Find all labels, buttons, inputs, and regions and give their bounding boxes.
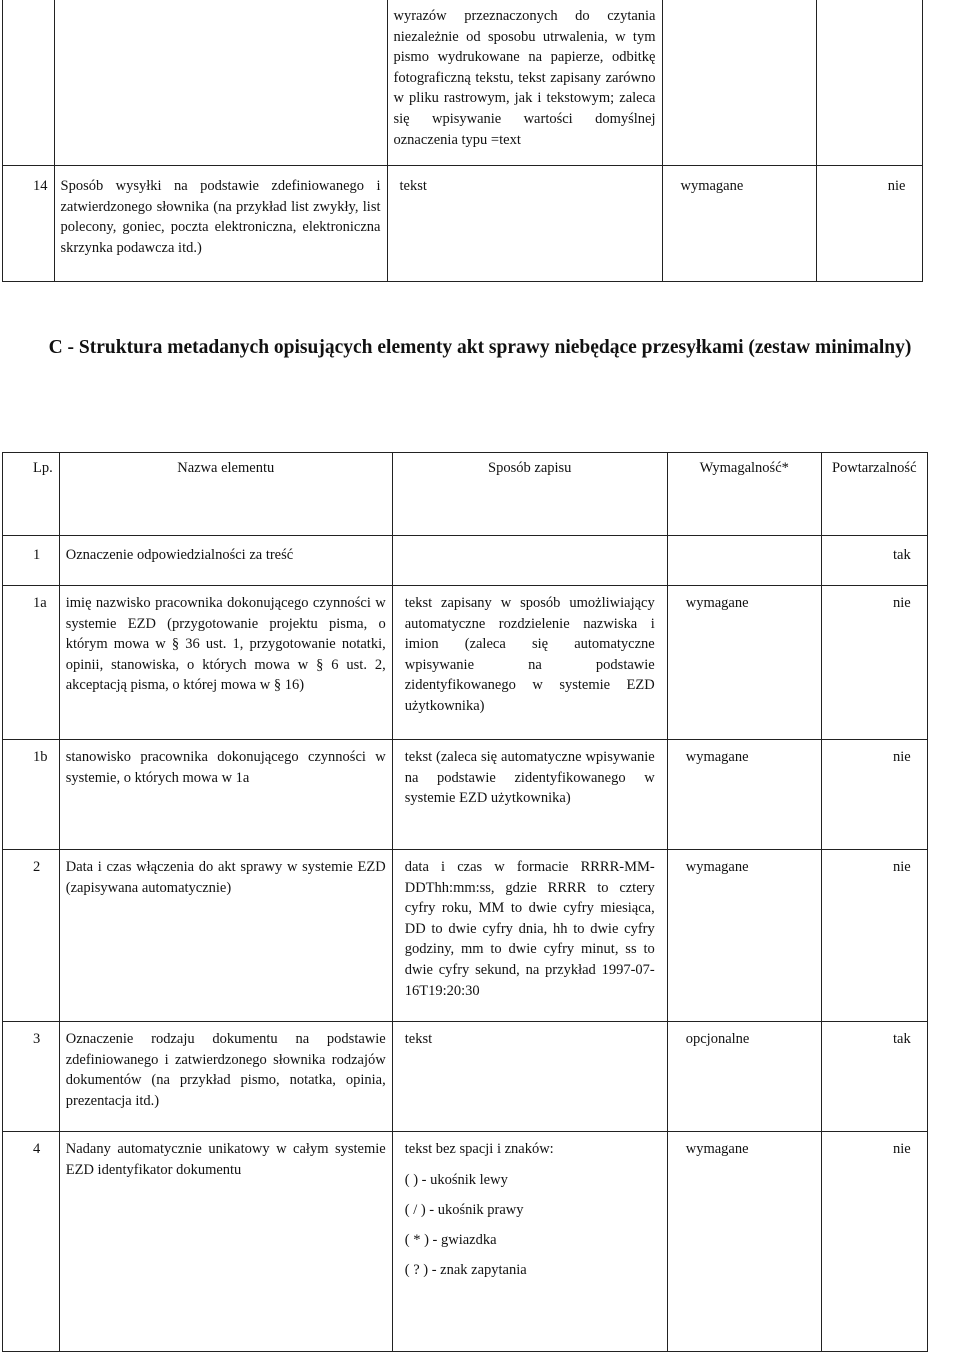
repeatability: nie (893, 859, 911, 875)
repeatability: nie (893, 1141, 911, 1157)
row-number: 4 (33, 1141, 41, 1157)
table-row (3, 586, 928, 740)
header-row (3, 453, 928, 536)
record-method: data i czas w formacie RRRR-MM-DDThh:mm:ss, gdzie RRRR to cztery cyfry roku, MM to dwie cyfry miesiąca, DD to dwie cyfry dnia, hh to dwie cyfry godziny, mm to dwie cyfry minut, ss to dwie cyfry sekund, na przykład 1997-07-16T19:20:30 (404, 859, 655, 999)
row-number: 14 (33, 178, 48, 194)
record-method-line: ( ? ) - znak zapytania (404, 1262, 527, 1279)
header-repeatability: Powtarzalność (831, 460, 917, 476)
empty-cell (54, 0, 387, 166)
table-row (3, 536, 928, 586)
record-method (393, 536, 667, 545)
continuation-cell (387, 0, 662, 166)
element-name: Sposób wysyłki na podstawie zdefiniowanego i zatwierdzonego słownika (na przykład list zwykły, list polecony, goniec, poczta elektroniczna, elektroniczna skrzynka podawcza itd.) (60, 178, 381, 256)
record-method-line: ( / ) - ukośnik prawy (404, 1201, 524, 1218)
header-requirement: Wymagalność* (699, 460, 789, 476)
repeatability: nie (887, 178, 906, 194)
table-row (3, 1022, 928, 1132)
table-row (3, 740, 928, 850)
continuation-text: wyrazów przeznaczonych do czytania niezależnie od sposobu utrwalenia, w tym pismo wydrukowane na papierze, odbitkę fotograficzną tekstu, tekst zapisany zarówno w pliku rastrowym, jak i tekstowym; zaleca się wpisywanie wartości domyślnej oznaczenia typu =text (393, 8, 656, 148)
row-number: 1b (33, 749, 48, 765)
header-record-method: Sposób zapisu (488, 460, 572, 476)
top-table (2, 0, 923, 282)
repeatability: nie (893, 595, 911, 611)
requirement (668, 536, 821, 545)
record-method-line: ( * ) - gwiazdka (404, 1232, 497, 1249)
table-row (3, 1132, 928, 1352)
element-name: stanowisko pracownika dokonującego czynności w systemie, o których mowa w 1a (65, 749, 386, 786)
row-number: 1 (33, 547, 41, 563)
element-name: Nadany automatycznie unikatowy w całym systemie EZD identyfikator dokumentu (65, 1141, 386, 1178)
empty-cell (816, 0, 922, 166)
repeatability: nie (893, 749, 911, 765)
record-method-line: tekst bez spacji i znaków: (404, 1141, 554, 1157)
empty-cell (662, 0, 816, 166)
requirement: wymagane (685, 595, 749, 611)
row-number: 2 (33, 859, 41, 875)
record-method-line: ( ) - ukośnik lewy (404, 1171, 508, 1188)
element-name: imię nazwisko pracownika dokonującego czynności w systemie EZD (przygotowanie projektu pisma, o którym mowa w § 36 ust. 1, przygotowanie notatki, opinii, stanowiska, o których mowa w § 6 ust. 2, akceptacją pisma, o której mowa w § 16) (65, 595, 386, 694)
record-method: tekst (zaleca się automatyczne wpisywanie na podstawie zidentyfikowanego w systemie EZD użytkownika) (404, 749, 655, 807)
record-method (393, 1132, 667, 1281)
section-title: C - Struktura metadanych opisujących elementy akt sprawy niebędące przesyłkami (zestaw minimalny) (48, 337, 912, 358)
metadata-table (2, 452, 928, 1352)
requirement: wymagane (685, 859, 749, 875)
requirement: wymagane (680, 178, 744, 194)
empty-cell (3, 0, 55, 166)
row-number: 1a (33, 595, 47, 611)
repeatability: tak (893, 547, 911, 563)
record-method: tekst (399, 178, 427, 194)
element-name: Oznaczenie odpowiedzialności za treść (65, 547, 294, 563)
element-name: Oznaczenie rodzaju dokumentu na podstawie zdefiniowanego i zatwierdzonego słownika rodzajów dokumentów (na przykład pismo, notatka, opinia, prezentacja itd.) (65, 1031, 386, 1109)
table-row (3, 850, 928, 1022)
record-method: tekst zapisany w sposób umożliwiający automatyczne rozdzielenie nazwiska i imion (zaleca się automatyczne wpisywanie na podstawie zidentyfikowanego w systemie EZD użytkownika) (404, 595, 655, 714)
requirement: wymagane (685, 1141, 749, 1157)
requirement: opcjonalne (685, 1031, 750, 1047)
header-name: Nazwa elementu (177, 460, 275, 476)
row-number: 3 (33, 1031, 41, 1047)
requirement: wymagane (685, 749, 749, 765)
record-method: tekst (404, 1031, 433, 1047)
header-lp: Lp. (33, 460, 53, 476)
element-name: Data i czas włączenia do akt sprawy w systemie EZD (zapisywana automatycznie) (65, 859, 386, 896)
repeatability: tak (893, 1031, 911, 1047)
